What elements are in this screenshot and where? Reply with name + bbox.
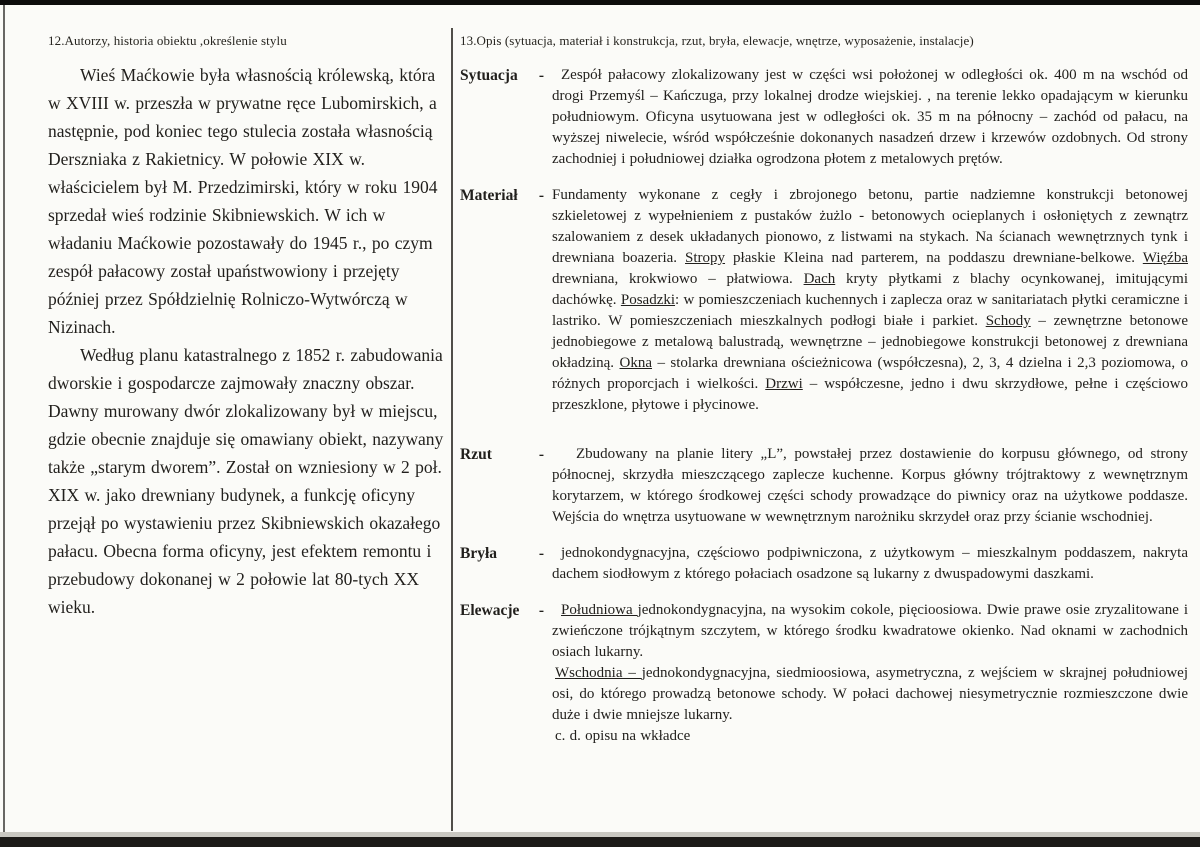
description-paragraph: Wschodnia – jednokondygnacyjna, siedmioosiowa, asymetryczna, z wejściem w skrajnej południowej osi, do którego prowadzą betonowe schody. W połaci dachowej niesymetrycznie rozmieszczone dwie duże i dwie mniejsze lukarny. [552, 665, 1188, 723]
section-sytuacja [460, 65, 1188, 170]
section-12-history-column [48, 33, 448, 621]
description-sections [460, 65, 1188, 747]
description-paragraph: Południowa jednokondygnacyjna, na wysokim cokole, pięcioosiowa. Dwie prawe osie zryzalitowane i zwieńczone trójkątnym szczytem, w którego środku kwadratowe okienko. Nad oknami w zachodnich osiach lukarny. [552, 602, 1188, 660]
section-label-text: Bryła [460, 545, 498, 562]
section-label [460, 543, 552, 585]
section-label-dash: - [538, 545, 544, 562]
description-paragraph: Fundamenty wykonane z cegły i zbrojonego betonu, partie nadziemne konstrukcji betonowej szkieletowej z wypełnieniem z pustaków żużlo - betonowych ocieplanych i osłoniętych z zewnątrz szalowaniem z desek układanych pionowo, z listwami na stykach. Na ścianach wewnętrznych tynk i drewniana boazeria. Stropy płaskie Kleina nad parterem, na poddaszu drewniane-belkowe. Więźba drewniana, krokwiowo – płatwiowa. Dach kryty płytkami z blachy ocynkowanej, imitującymi dachówkę. Posadzki: w pomieszczeniach kuchennych i zaplecza oraz w sanitariatach płytki ceramiczne i lastriko. W pomieszczeniach mieszkalnych podłogi białe i parkiet. Schody – zewnętrzne betonowe jednobiegowe z metalową balustradą, wewnętrzne – jednobiegowe konstrukcji betonowej z drewniana okładziną. Okna – stolarka drewniana ościeżnicowa (współczesna), 2, 3, 4 dzielna i 2,3 poziomowa, o różnych proporcjach i wielkości. Drzwi – współczesne, jedno i dwu skrzydłowe, pełne i częściowo przeszklone, płytowe i płycinowe. [552, 187, 1189, 413]
section-body [552, 185, 1188, 416]
section-label-text: Rzut [460, 446, 492, 463]
section-label [460, 444, 552, 528]
section-body [552, 600, 1188, 747]
section-label-dash: - [538, 602, 544, 619]
section-body [552, 444, 1188, 528]
right-column-header: 13.Opis (sytuacja, materiał i konstrukcja, rzut, bryła, elewacje, wnętrze, wyposażenie, instalacje) [460, 33, 974, 48]
description-paragraph: Zespół pałacowy zlokalizowany jest w części wsi położonej w odległości ok. 400 m na wschód od drogi Przemyśl – Kańczuga, przy lokalnej drodze wiejskiej. , na terenie lekko opadającym w kierunku południowym. Oficyna usytuowana jest w odległości ok. 35 m na północny – zachód od pałacu, na wyższej niwelecie, wśród współcześnie dokonanych nasadzeń drzew i krzewów ozdobnych. Od strony zachodniej i południowej działka ogrodzona płotem z metalowych prętów. [552, 67, 1188, 167]
section-label-dash: - [538, 446, 544, 463]
scan-edge-top [0, 0, 1200, 5]
section-label [460, 185, 552, 416]
section-body [552, 543, 1188, 585]
history-paragraph-2: Według planu katastralnego z 1852 r. zabudowania dworskie i gospodarcze zajmowały znaczny obszar. Dawny murowany dwór zlokalizowany był w miejscu, gdzie obecnie znajduje się omawiany obiekt, nazywany także „starym dworem”. Został on wzniesiony w 2 poł. XIX w. jako drewniany budynek, a funkcję oficyny przejął po wystawieniu przez Skibniewskich okazałego pałacu. Obecna forma oficyny, jest efektem remontu i przebudowy dokonanej w 2 połowie lat 80-tych XX wieku. [48, 345, 444, 617]
section-body [552, 65, 1188, 170]
description-paragraph: Zbudowany na planie litery „L”, powstałej przez dostawienie do korpusu głównego, od strony północnej, skrzydła mieszczącego zaplecze kuchenne. Korpus główny trójtraktowy z wewnętrznym korytarzem, w którego środkowej części schody prowadzące do piwnicy oraz na użytkowe poddasze. Wejścia do wnętrza usytuowane w wewnętrznym narożniku skrzydeł oraz przy ścianie wschodniej. [552, 446, 1188, 525]
section-material [460, 185, 1188, 416]
section-label [460, 65, 552, 170]
column-divider [451, 28, 453, 831]
history-text [48, 61, 448, 621]
section-13-description-column [460, 33, 1188, 762]
section-label-text: Materiał [460, 187, 518, 204]
scan-edge-bottom [0, 837, 1200, 847]
section-label [460, 600, 552, 747]
section-label-text: Sytuacja [460, 67, 518, 84]
section-label-text: Elewacje [460, 602, 520, 619]
description-paragraph: jednokondygnacyjna, częściowo podpiwniczona, z użytkowym – mieszkalnym poddaszem, nakryta dachem siodłowym z którego połaciach osadzone są lukarny z dwuspadowymi daszkami. [552, 545, 1188, 582]
section-bryla [460, 543, 1188, 585]
history-paragraph-1: Wieś Maćkowie była własnością królewską, która w XVIII w. przeszła w prywatne ręce Lubomirskich, a następnie, pod koniec tego stulecia została własnością Derszniaka z Rakietnicy. W połowie XIX w. właścicielem był M. Przedzimirski, który w roku 1904 sprzedał wieś rodzinie Skibniewskich. W ich w władaniu Maćkowie pozostawały do 1945 r., po czym zespół pałacowy został upaństwowiony i przejęty później przez Spółdzielnię Rolniczo-Wytwórczą w Nizinach. [48, 65, 438, 337]
section-label-dash: - [538, 67, 544, 84]
left-column-header: 12.Autorzy, historia obiektu ,określenie stylu [48, 33, 287, 48]
section-label-dash: - [538, 187, 544, 204]
scan-edge-left [3, 5, 5, 833]
section-rzut [460, 444, 1188, 528]
description-paragraph: c. d. opisu na wkładce [555, 728, 691, 744]
section-elewacje [460, 600, 1188, 747]
